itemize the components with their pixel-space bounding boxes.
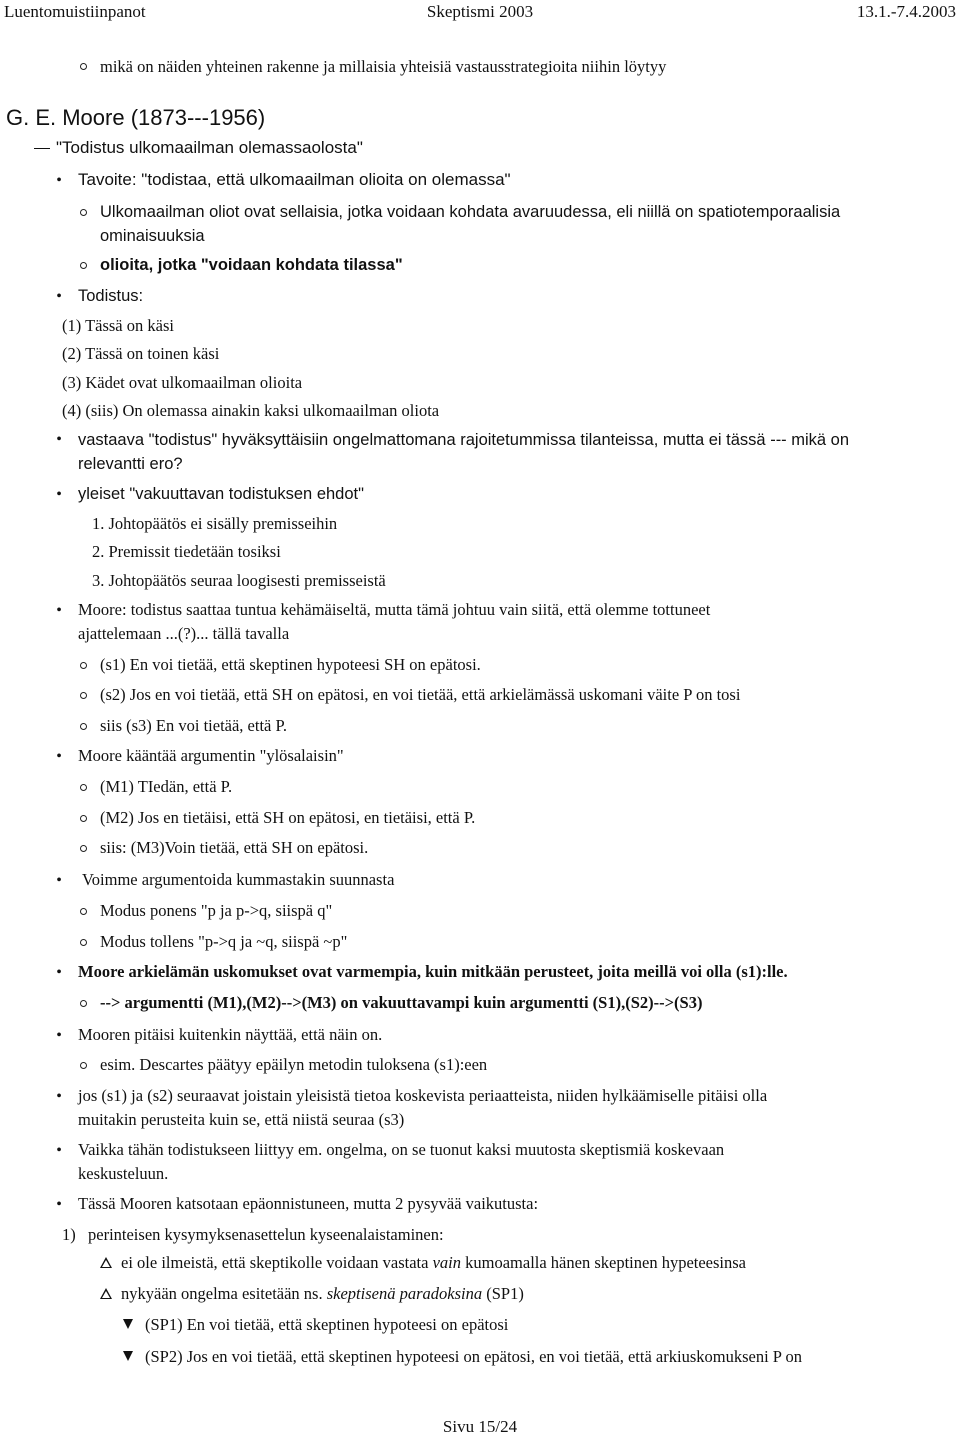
ring-bullet-icon — [80, 723, 87, 730]
ring-bullet-icon — [80, 662, 87, 669]
dot-bullet-icon — [52, 170, 66, 192]
triangle-bullet-icon — [100, 1288, 112, 1299]
voimme-text: Voimme argumentoida kummastakin suunnasta — [82, 870, 395, 889]
conditions-label: yleiset "vakuuttavan todistuksen ehdot" — [78, 485, 364, 503]
vastaava-line-1: vastaava "todistus" hyväksyttäisiin ongelmattomana rajoitetummissa tilanteissa, mutta ei tässä --- mikä on — [78, 431, 850, 449]
tassa-text: Tässä Mooren katsotaan epäonnistuneen, mutta 2 pysyvää vaikutusta: — [78, 1194, 539, 1213]
condition-item: 1. Johtopäätös ei sisälly premisseihin — [92, 514, 338, 533]
triangle-item: nykyään ongelma esitetään ns. skeptisenä paradoksina (SP1) — [121, 1284, 524, 1303]
dot-bullet-icon — [52, 429, 66, 451]
moore-claim-line-2: ajattelemaan ...(?)... tällä tavalla — [78, 624, 290, 643]
condition-item: 3. Johtopäätös seuraa loogisesti premisseistä — [92, 571, 386, 590]
paradox-item: (SP1) En voi tietää, että skeptinen hypoteesi on epätosi — [145, 1315, 509, 1334]
vaikka-line-2: keskusteluun. — [78, 1164, 169, 1183]
moore-premise: (M2) Jos en tietäisi, että SH on epätosi, en tietäisi, että P. — [100, 808, 476, 827]
condition-item: 2. Premissit tiedetään tosiksi — [92, 542, 281, 561]
mooren-example: esim. Descartes päätyy epäilyn metodin tuloksena (s1):een — [100, 1055, 488, 1074]
section-subtitle: "Todistus ulkomaailman olemassaolosta" — [56, 138, 363, 157]
dot-bullet-icon — [52, 1086, 66, 1108]
ring-bullet-icon — [80, 63, 87, 70]
jos-line-2: muitakin perusteita kuin se, että niistä seuraa (s3) — [78, 1110, 405, 1129]
ring-bullet-icon — [80, 908, 87, 915]
dot-bullet-icon — [52, 600, 66, 622]
dot-bullet-icon — [52, 1025, 66, 1047]
dot-bullet-icon — [52, 286, 66, 308]
section-title: G. E. Moore (1873---1956) — [6, 105, 266, 130]
header-center: Skeptismi 2003 — [426, 2, 534, 21]
header-right: 13.1.-7.4.2003 — [856, 2, 956, 21]
ring-bullet-icon — [80, 845, 87, 852]
dot-bullet-icon — [52, 1194, 66, 1216]
paradox-item: (SP2) Jos en voi tietää, että skeptinen hypoteesi on epätosi, en voi tietää, että arkiuskomukseni P on — [145, 1347, 802, 1366]
page-header — [0, 0, 960, 24]
proof-label: Todistus: — [78, 287, 144, 305]
bold-claim: Moore arkielämän uskomukset ovat varmempia, kuin mitkään perusteet, joita meillä voi olla (s1):lle. — [78, 962, 788, 981]
triangle-bullet-icon — [100, 1257, 112, 1268]
skeptic-premise: (s2) Jos en voi tietää, että SH on epätosi, en voi tietää, että arkielämässä uskomani väite P on tosi — [100, 685, 741, 704]
moore-claim-line-1: Moore: todistus saattaa tuntua kehämäiseltä, mutta tämä johtuu vain siitä, että olemme tottuneet — [78, 600, 711, 619]
proof-step: (4) (siis) On olemassa ainakin kaksi ulkomaailman oliota — [62, 401, 440, 420]
goal-text: Tavoite: "todistaa, että ulkomaailman olioita on olemassa" — [78, 170, 511, 189]
skeptic-premise: (s1) En voi tietää, että skeptinen hypoteesi SH on epätosi. — [100, 655, 481, 674]
numbered-item: perinteisen kysymyksenasettelun kyseenalaistaminen: — [88, 1225, 444, 1244]
ring-bullet-icon — [80, 1062, 87, 1069]
moore-reverse: Moore kääntää argumentin "ylösalaisin" — [78, 746, 344, 765]
dot-bullet-icon — [52, 484, 66, 506]
ring-bullet-icon — [80, 784, 87, 791]
skeptic-premise: siis (s3) En voi tietää, että P. — [100, 716, 287, 735]
page-footer: Sivu 15/24 — [442, 1417, 518, 1436]
dot-bullet-icon — [52, 870, 66, 892]
ring-bullet-icon — [80, 1000, 87, 1007]
ring-bullet-icon — [80, 209, 87, 216]
vaikka-line-1: Vaikka tähän todistukseen liittyy em. ongelma, on se tuonut kaksi muutosta skeptismiä koskevaan — [78, 1140, 725, 1159]
proof-step: (2) Tässä on toinen käsi — [62, 344, 220, 363]
mooren-text: Mooren pitäisi kuitenkin näyttää, että näin on. — [78, 1025, 383, 1044]
top-item: mikä on näiden yhteinen rakenne ja millaisia yhteisiä vastausstrategioita niihin löytyy — [100, 57, 667, 76]
bold-claim-sub: --> argumentti (M1),(M2)-->(M3) on vakuuttavampi kuin argumentti (S1),(S2)-->(S3) — [100, 993, 703, 1012]
proof-step: (1) Tässä on käsi — [62, 316, 174, 335]
ring-bullet-icon — [80, 815, 87, 822]
ring-bullet-icon — [80, 692, 87, 699]
down-triangle-bullet-icon — [123, 1319, 133, 1329]
logic-rule: Modus ponens "p ja p->q, siispä q" — [100, 901, 333, 920]
dot-bullet-icon — [52, 746, 66, 768]
goal-sub-1-cont: ominaisuuksia — [100, 227, 205, 245]
dash-bullet-icon — [34, 148, 50, 149]
logic-rule: Modus tollens "p->q ja ~q, siispä ~p" — [100, 932, 348, 951]
dot-bullet-icon — [52, 962, 66, 984]
ring-bullet-icon — [80, 262, 87, 269]
vastaava-line-2: relevantti ero? — [78, 455, 183, 473]
triangle-item: ei ole ilmeistä, että skeptikolle voidaan vastata vain kumoamalla hänen skeptinen hypeteesinsa — [121, 1253, 746, 1272]
dot-bullet-icon — [52, 1140, 66, 1162]
header-left: Luentomuistiinpanot — [4, 2, 146, 21]
moore-premise: (M1) TIedän, että P. — [100, 777, 233, 796]
goal-sub-2: olioita, jotka "voidaan kohdata tilassa" — [100, 256, 403, 274]
moore-premise: siis: (M3)Voin tietää, että SH on epätosi. — [100, 838, 369, 857]
jos-line-1: jos (s1) ja (s2) seuraavat joistain yleisistä tietoa koskevista periaatteista, niiden hylkäämiselle pitäisi olla — [78, 1086, 768, 1105]
ring-bullet-icon — [80, 939, 87, 946]
proof-step: (3) Kädet ovat ulkomaailman olioita — [62, 373, 303, 392]
down-triangle-bullet-icon — [123, 1351, 133, 1361]
numbered-marker: 1) — [62, 1225, 76, 1244]
goal-sub-1: Ulkomaailman oliot ovat sellaisia, jotka voidaan kohdata avaruudessa, eli niillä on spatiotemporaalisia — [100, 203, 841, 221]
